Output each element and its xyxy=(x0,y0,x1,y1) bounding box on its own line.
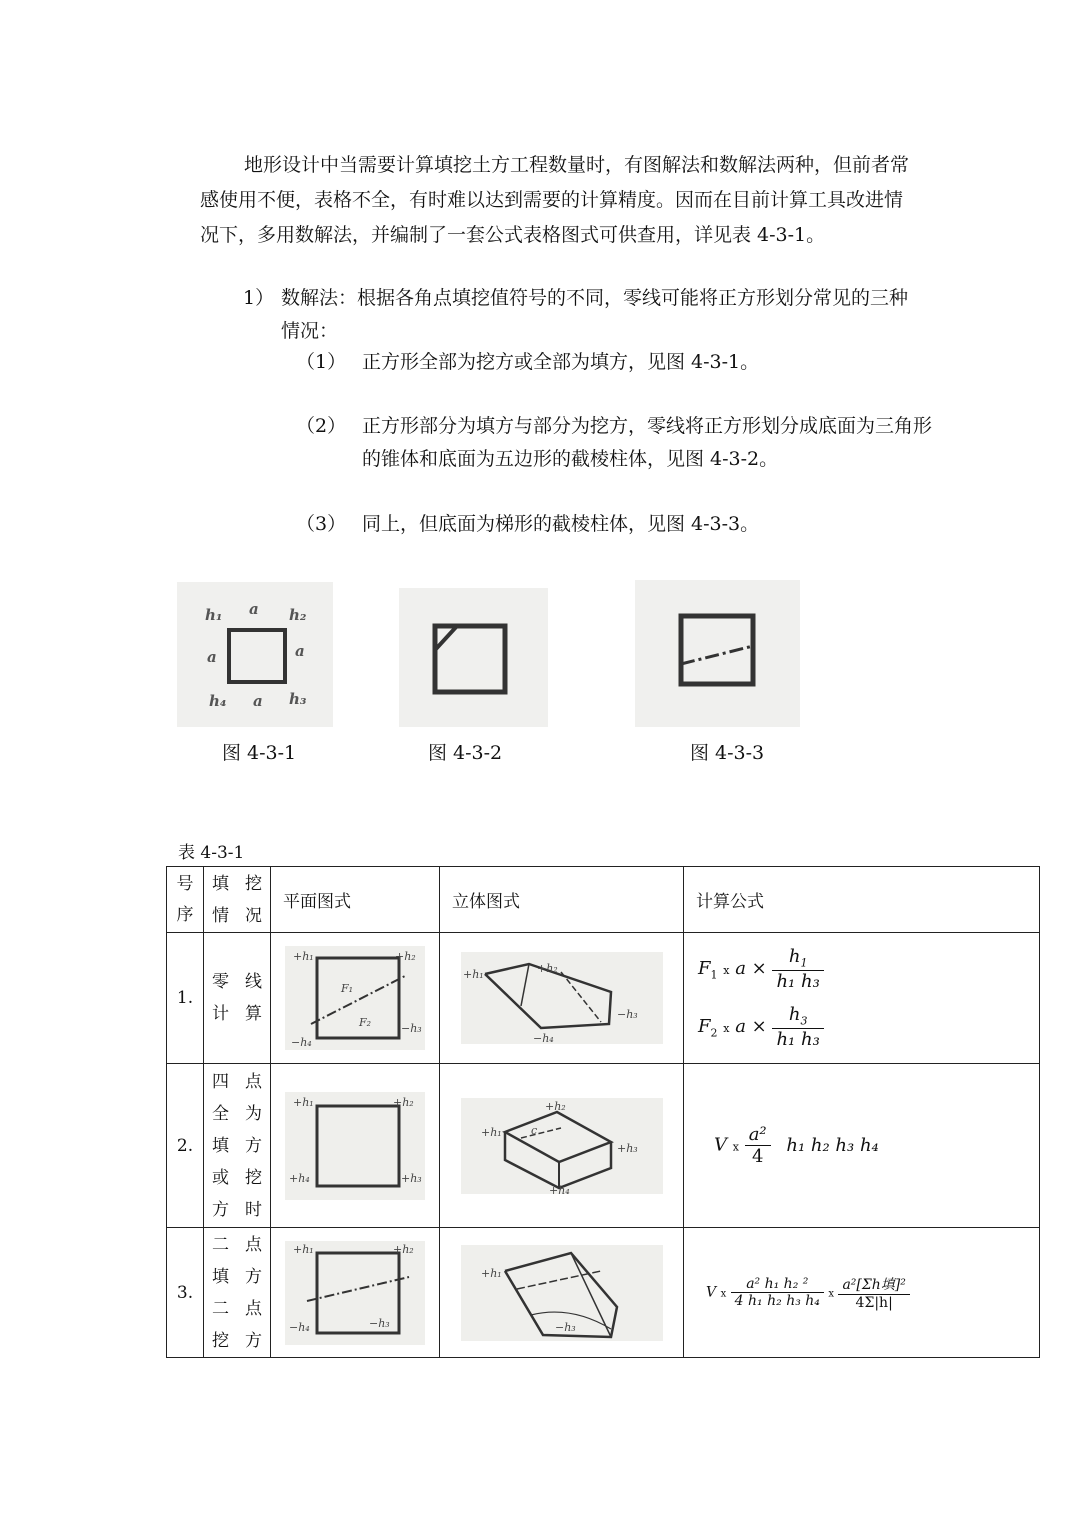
row-no: 3. xyxy=(167,1228,204,1358)
plan-diagram-3 xyxy=(285,1241,425,1345)
label-h2: h₂ xyxy=(289,606,307,624)
v3-lhs: V xyxy=(706,1284,717,1301)
sub-item-3 xyxy=(296,508,936,541)
row-case: 四点全为填方或挖方时 xyxy=(204,1064,271,1228)
v-lhs: V xyxy=(714,1134,727,1156)
sub-text: 正方形部分为填方与部分为挖方，零线将正方形划分成底面为三角形的锥体和底面为五边形的截棱柱体，见图 4-3-2。 xyxy=(362,415,933,470)
intro-paragraph: 地形设计中当需要计算填挖土方工程数量时，有图解法和数解法两种，但前者常感使用不便，表格不全，有时难以达到需要的计算精度。因而在目前计算工具改进情况下，多用数解法，并编制了一套公式表格图式可供查用，详见表 4-3-1。 xyxy=(200,154,910,246)
header-plan: 平面图式 xyxy=(271,867,440,933)
figure-4-3-3 xyxy=(635,580,800,727)
f2-den: h₁ h₃ xyxy=(776,1028,820,1050)
f1-num: h xyxy=(788,946,801,968)
solid-diagram-3 xyxy=(461,1245,663,1341)
formula-cell-1 xyxy=(684,933,1040,1064)
plan-label-br: −h₃ xyxy=(369,1316,390,1330)
plan-label-tr: +h₂ xyxy=(393,1095,414,1109)
v-num: a² xyxy=(745,1124,771,1146)
plan-label-bl: −h₄ xyxy=(289,1320,310,1334)
f2-num-sub: 3 xyxy=(800,1014,808,1028)
table-row xyxy=(167,1228,1040,1358)
table-row xyxy=(167,933,1040,1064)
row-no: 1. xyxy=(167,933,204,1064)
figure-caption-1: 图 4-3-1 xyxy=(222,742,297,764)
v3-num2: a²[Σh填]² xyxy=(838,1274,909,1295)
formula-f2 xyxy=(698,1004,1039,1050)
sub-marker: （3） xyxy=(296,513,347,535)
solid-label-b: +h₂ xyxy=(544,1099,566,1113)
row-case: 零线计算 xyxy=(204,933,271,1064)
plan-diagram-2 xyxy=(285,1092,425,1200)
label-a-left: a xyxy=(207,648,217,666)
label-a-right: a xyxy=(295,642,305,660)
f1-lhs-sub: 1 xyxy=(710,968,718,982)
sub-marker: （1） xyxy=(296,351,347,373)
f2-fraction xyxy=(772,1004,823,1050)
solid-diagram-2 xyxy=(461,1098,663,1194)
v3-fraction-2 xyxy=(838,1274,909,1311)
volume-table xyxy=(166,866,1040,1358)
v-tail: h₁ h₂ h₃ h₄ xyxy=(786,1134,879,1156)
sub-text: 同上，但底面为梯形的截棱柱体，见图 4-3-3。 xyxy=(362,513,760,535)
plan-label-f2: F₂ xyxy=(359,1016,372,1029)
f2-mid: a × xyxy=(735,1015,767,1037)
f1-eq: ⅹ xyxy=(723,964,730,978)
plan-label-f1: F₁ xyxy=(341,982,354,995)
table-row xyxy=(167,1064,1040,1228)
v3-den1: 4 h₁ h₂ h₃ h₄ xyxy=(734,1293,820,1309)
list-marker: 1） xyxy=(243,287,275,309)
v3-fraction-1 xyxy=(731,1276,824,1309)
plan-label-br: −h₃ xyxy=(401,1022,422,1035)
f2-lhs-sub: 2 xyxy=(710,1026,718,1040)
plan-label-tl: +h₁ xyxy=(293,1095,314,1109)
figure-4-3-2 xyxy=(399,588,548,727)
row-case: 二点填方二点挖方 xyxy=(204,1228,271,1358)
solid-diagram-1 xyxy=(461,952,663,1044)
plan-label-tr: +h₂ xyxy=(395,950,416,963)
label-a-top: a xyxy=(249,600,259,618)
solid-label-b: +h₂ xyxy=(536,962,558,975)
plan-diagram-1 xyxy=(285,946,425,1050)
sub-marker: （2） xyxy=(296,415,347,437)
plan-label-tl: +h₁ xyxy=(293,1242,314,1256)
sub-item-2 xyxy=(296,410,936,476)
header-case: 填挖情况 xyxy=(204,867,271,933)
v3-eq: ⅹ xyxy=(720,1288,727,1300)
row-no: 2. xyxy=(167,1064,204,1228)
f2-eq: ⅹ xyxy=(723,1021,730,1035)
plan-label-bl: −h₄ xyxy=(291,1036,312,1049)
sub-text: 正方形全部为挖方或全部为填方，见图 4-3-1。 xyxy=(362,351,760,373)
f1-den: h₁ h₃ xyxy=(776,971,820,992)
header-no: 号序 xyxy=(167,867,204,933)
figure-caption-2: 图 4-3-2 xyxy=(428,742,503,764)
solid-label-e: c xyxy=(530,1123,537,1137)
solid-label-b: −h₃ xyxy=(554,1320,576,1334)
solid-label-c: +h₃ xyxy=(616,1141,638,1155)
list-item-1 xyxy=(243,282,923,348)
f2-lhs: F xyxy=(698,1015,711,1037)
header-formula: 计算公式 xyxy=(684,867,1040,933)
label-a-bottom: a xyxy=(253,692,263,710)
plan-label-tr: +h₂ xyxy=(393,1242,414,1256)
v-eq: ⅹ xyxy=(732,1140,739,1154)
v3-num1: a² h₁ h₂ ² xyxy=(731,1276,824,1293)
f1-num-sub: 1 xyxy=(800,957,808,970)
v-den: 4 xyxy=(751,1146,764,1167)
f1-mid: a × xyxy=(735,958,767,980)
formula-f1 xyxy=(698,946,1039,992)
label-h4: h₄ xyxy=(209,692,227,710)
table-caption: 表 4-3-1 xyxy=(178,843,245,863)
f1-lhs: F xyxy=(698,958,711,980)
list-text: 数解法：根据各角点填挖值符号的不同，零线可能将正方形划分常见的三种情况： xyxy=(281,287,909,342)
solid-label-a: +h₁ xyxy=(480,1266,502,1280)
solid-label-c: −h₃ xyxy=(616,1008,638,1021)
f1-fraction xyxy=(772,946,823,992)
label-h3: h₃ xyxy=(289,690,307,708)
solid-label-d: +h₄ xyxy=(548,1183,570,1194)
plan-label-br: +h₃ xyxy=(401,1171,422,1185)
f2-num: h xyxy=(788,1004,801,1025)
solid-label-d: −h₄ xyxy=(532,1032,554,1044)
formula-cell-3 xyxy=(684,1228,1040,1358)
header-solid: 立体图式 xyxy=(440,867,684,933)
table-header-row xyxy=(167,867,1040,933)
formula-cell-2 xyxy=(684,1064,1040,1228)
plan-label-tl: +h₁ xyxy=(293,950,314,963)
v3-den2: 4Σ|h| xyxy=(855,1295,893,1311)
plan-label-bl: +h₄ xyxy=(289,1171,310,1185)
figure-caption-3: 图 4-3-3 xyxy=(690,742,765,764)
sub-item-1 xyxy=(296,346,936,379)
figure-4-3-1 xyxy=(177,582,333,727)
solid-label-a: +h₁ xyxy=(480,1125,502,1139)
label-h1: h₁ xyxy=(205,606,223,624)
solid-label-a: +h₁ xyxy=(462,968,484,981)
v3-eq2: ⅹ xyxy=(828,1288,834,1300)
v-fraction xyxy=(745,1124,771,1167)
